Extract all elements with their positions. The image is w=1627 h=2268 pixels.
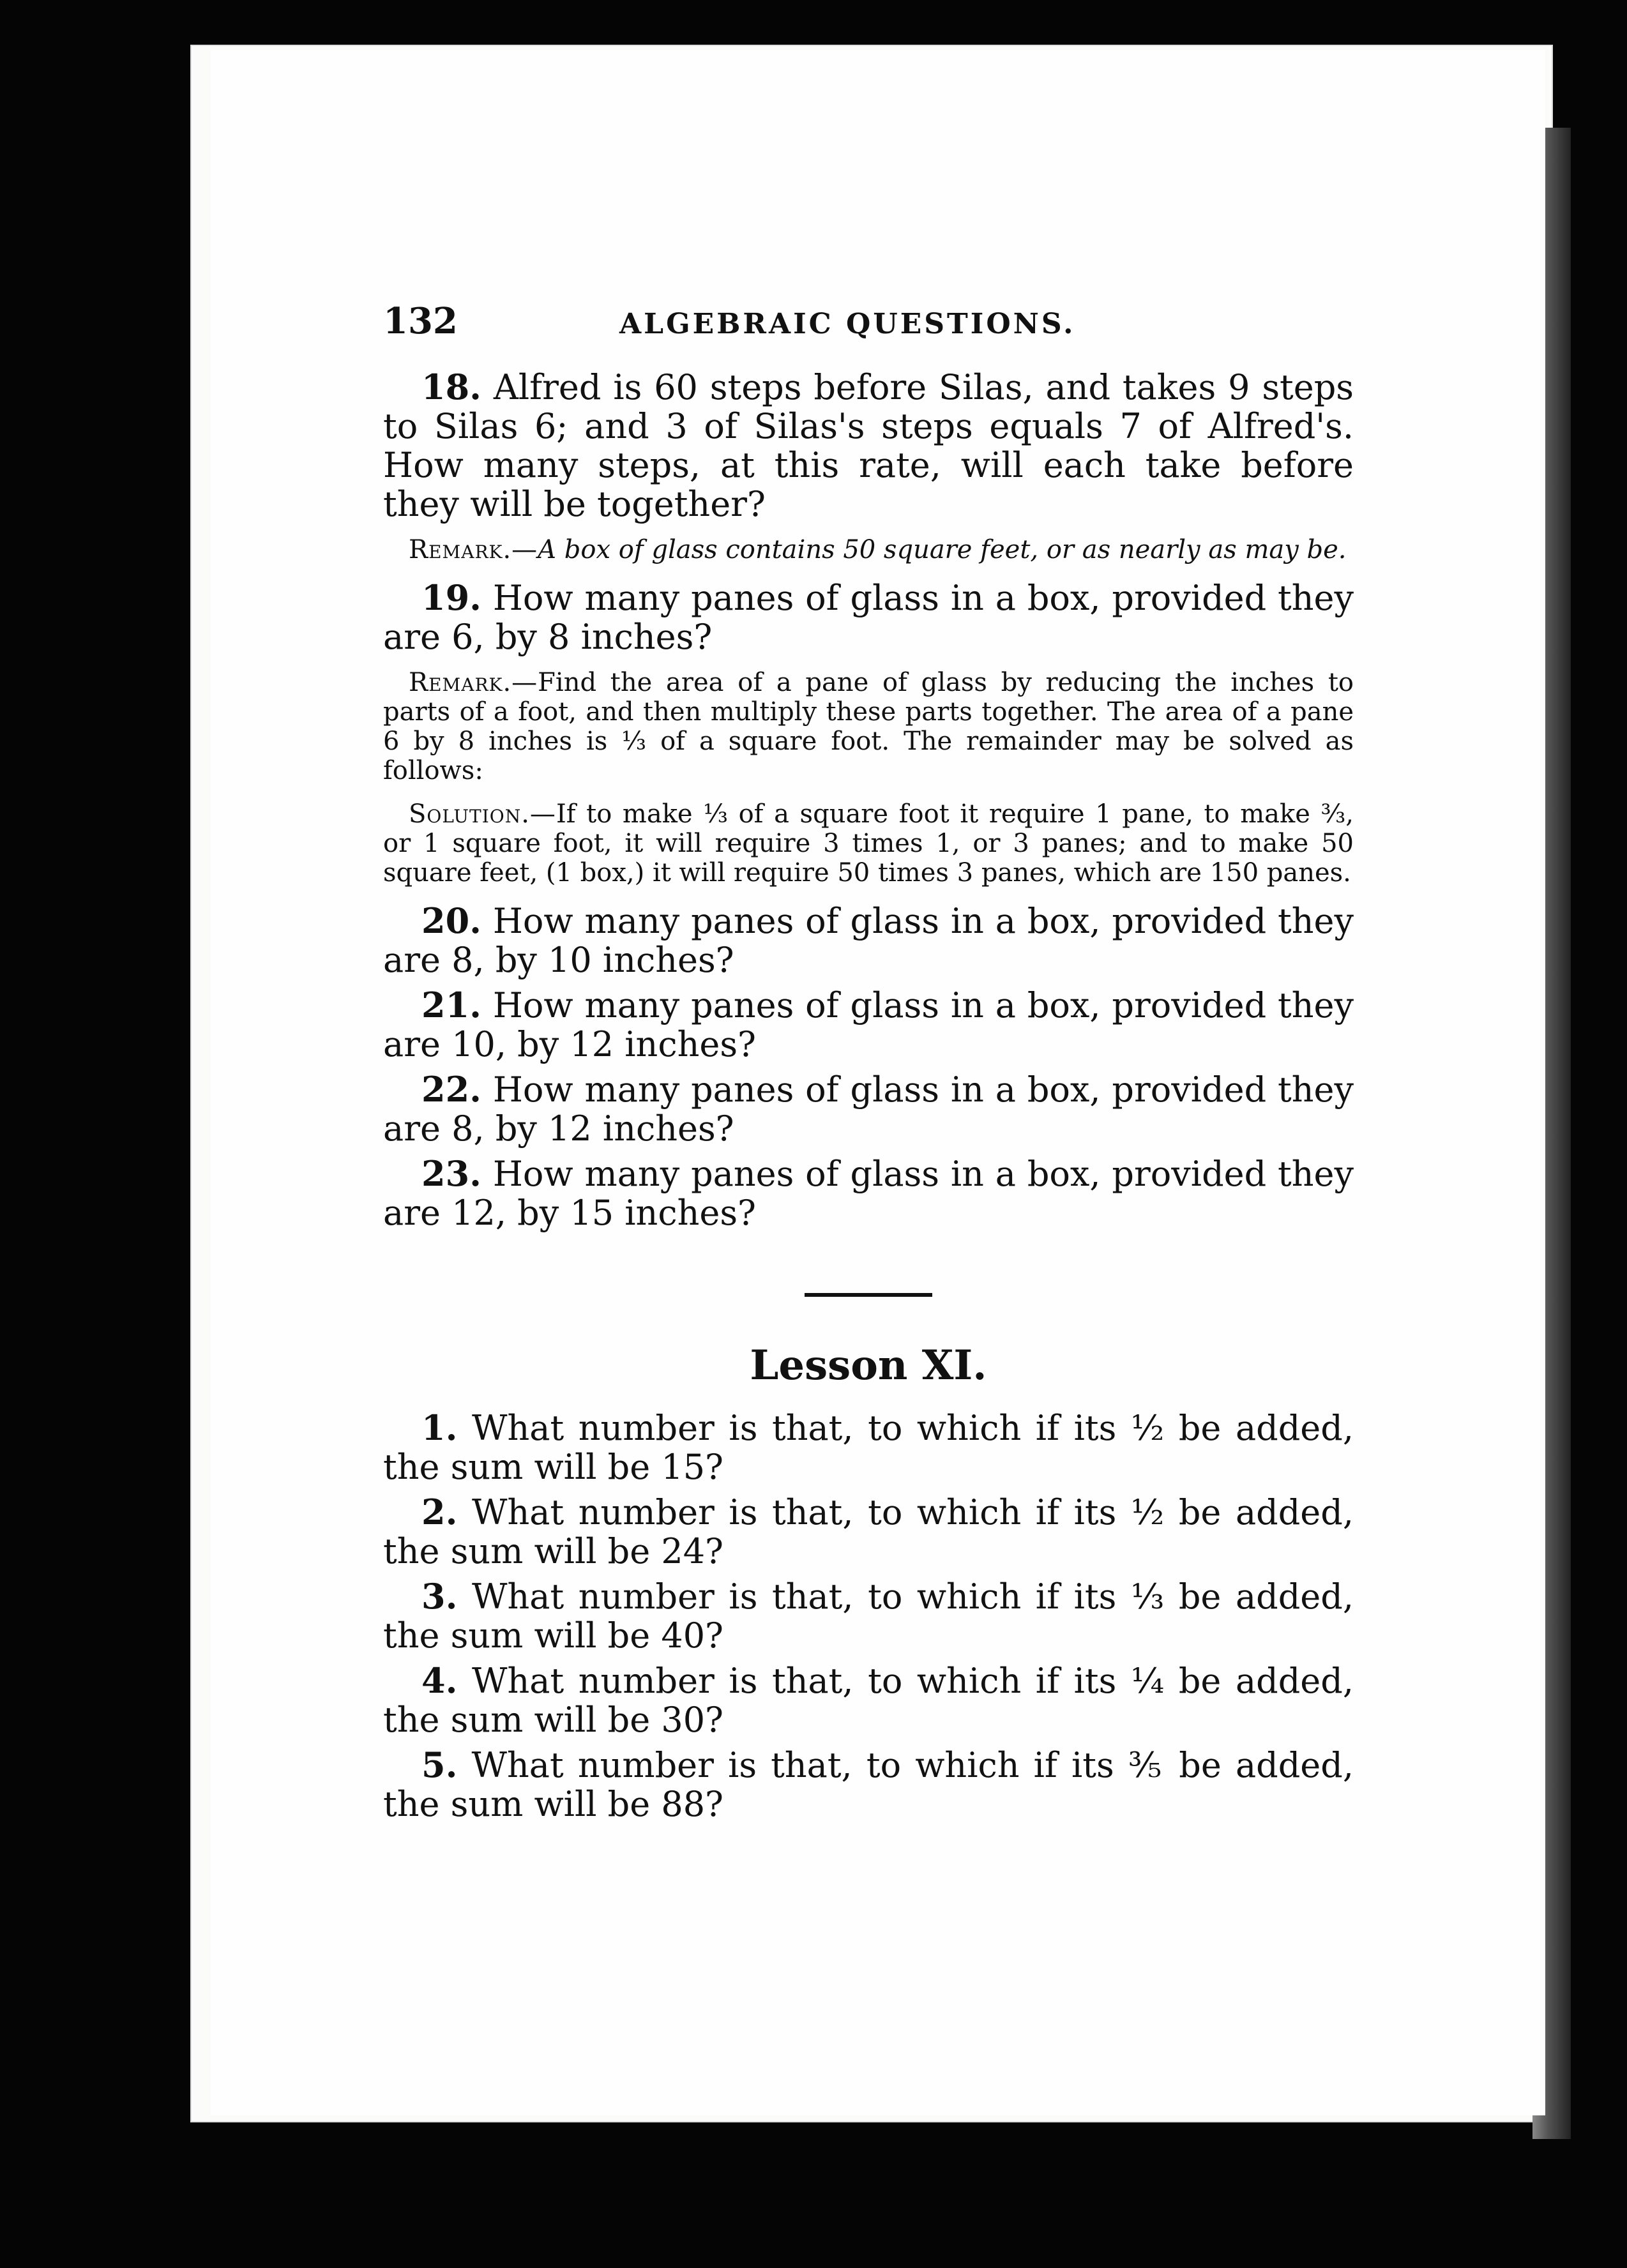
question-text: How many panes of glass in a box, provided they are 8, by 12 inches?	[383, 1070, 1354, 1149]
question-text: What number is that, to which if its ⅗ be added, the sum will be 88?	[383, 1745, 1354, 1825]
page-header	[383, 300, 1354, 342]
question-item	[383, 578, 1354, 656]
question-number: 1.	[421, 1407, 458, 1449]
question-text: How many panes of glass in a box, provided they are 8, by 10 inches?	[383, 901, 1354, 981]
question-text: What number is that, to which if its ⅓ be added, the sum will be 40?	[383, 1576, 1354, 1656]
question-text: What number is that, to which if its ¼ be added, the sum will be 30?	[383, 1661, 1354, 1741]
question-text: How many panes of glass in a box, provided they are 12, by 15 inches?	[383, 1154, 1354, 1234]
section-rule	[805, 1293, 932, 1297]
question-text: What number is that, to which if its ½ be added, the sum will be 24?	[383, 1492, 1354, 1572]
question-text: How many panes of glass in a box, provided they are 10, by 12 inches?	[383, 985, 1354, 1065]
question-item	[383, 1661, 1354, 1739]
running-title: ALGEBRAIC QUESTIONS.	[619, 308, 1076, 340]
remark-1	[383, 535, 1354, 564]
question-text: How many panes of glass in a box, provided they are 6, by 8 inches?	[383, 578, 1354, 658]
question-text: Alfred is 60 steps before Silas, and takes 9 steps to Silas 6; and 3 of Silas's steps equals 7 of Alfred's. How many steps, at this rate, will each take before they will be together?	[383, 367, 1354, 525]
page-content	[383, 300, 1354, 1830]
question-number: 3.	[421, 1576, 458, 1617]
solution	[383, 799, 1354, 888]
question-text: What number is that, to which if its ½ be added, the sum will be 15?	[383, 1408, 1354, 1488]
question-item	[383, 1154, 1354, 1232]
solution-text: If to make ⅓ of a square foot it require 1 pane, to make ³⁄₃, or 1 square foot, it will require 3 times 1, or 3 panes; and to make 50 square feet, (1 box,) it will require 50 times 3 panes, which are 150 panes.	[383, 799, 1354, 888]
question-block-3	[383, 902, 1354, 1232]
remark-2	[383, 668, 1354, 785]
question-item	[383, 1070, 1354, 1148]
remark-label: Remark.—	[409, 535, 538, 565]
question-number: 18.	[421, 367, 481, 407]
remark-label: Remark.—	[409, 668, 538, 698]
page-number: 132	[383, 300, 458, 342]
question-item	[383, 1577, 1354, 1655]
question-number: 19.	[421, 577, 481, 619]
question-item	[383, 1746, 1354, 1824]
question-number: 4.	[421, 1660, 458, 1702]
question-item	[383, 902, 1354, 979]
question-item	[383, 368, 1354, 524]
question-number: 22.	[421, 1069, 481, 1110]
question-item	[383, 986, 1354, 1064]
lesson-questions	[383, 1409, 1354, 1824]
lesson-title: Lesson XI.	[750, 1342, 987, 1390]
question-number: 5.	[421, 1744, 458, 1786]
question-item	[383, 1493, 1354, 1571]
question-item	[383, 1409, 1354, 1486]
solution-label: Solution.—	[409, 799, 556, 829]
question-block-2	[383, 578, 1354, 656]
remark-text: A box of glass contains 50 square feet, or as nearly as may be.	[538, 535, 1347, 565]
question-number: 20.	[421, 900, 481, 942]
remark-text: Find the area of a pane of glass by reducing the inches to parts of a foot, and then multiply these parts together. The area of a pane 6 by 8 inches is ⅓ of a square foot. The remainder may be solved as follows:	[383, 668, 1354, 786]
question-number: 21.	[421, 985, 481, 1026]
question-block-1	[383, 368, 1354, 524]
question-number: 23.	[421, 1153, 481, 1195]
question-number: 2.	[421, 1492, 458, 1533]
